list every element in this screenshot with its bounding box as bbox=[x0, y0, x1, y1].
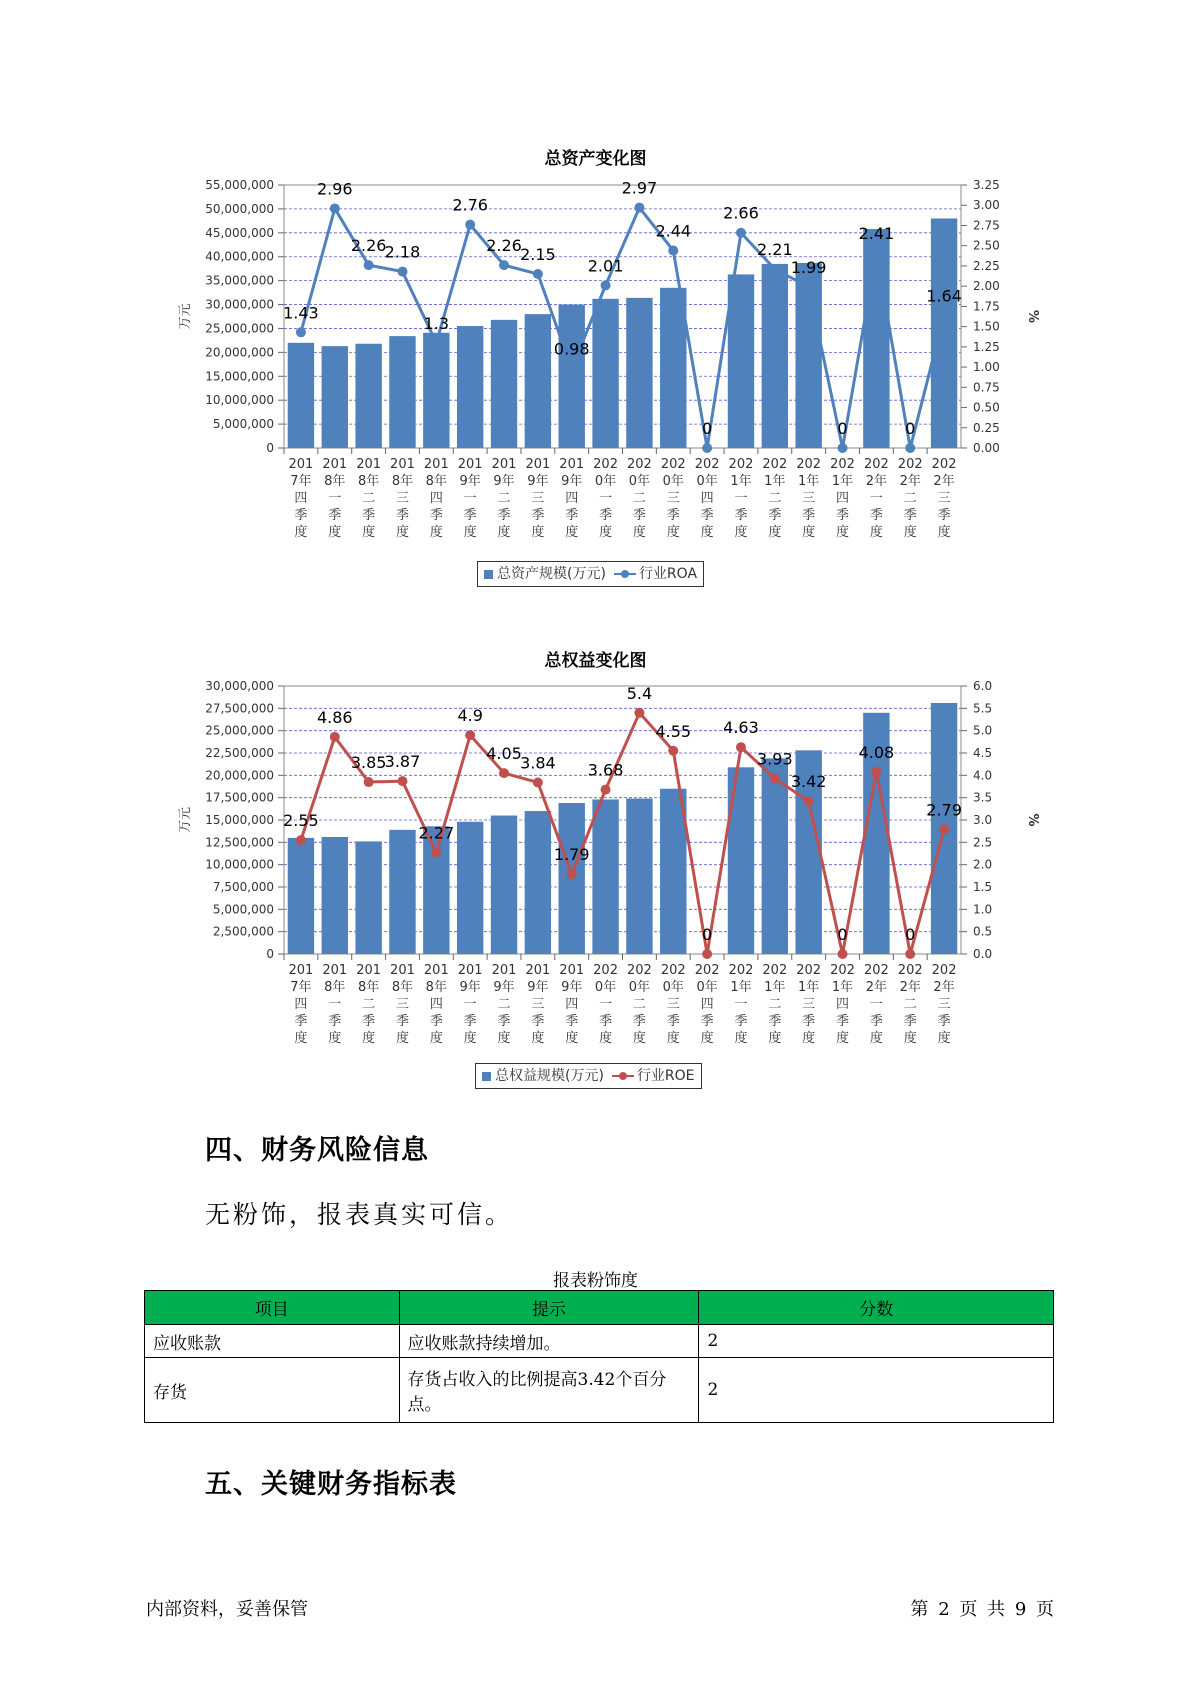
x-axis-tick-label: 202 1年三季度 bbox=[796, 963, 822, 1046]
cell-hint: 存货占收入的比例提高3.42个百分点。 bbox=[399, 1358, 699, 1423]
data-point bbox=[397, 267, 407, 277]
right-axis-tick-label: 0.0 bbox=[973, 947, 993, 961]
footer-page-number: 第 2 页 共 9 页 bbox=[910, 1599, 1054, 1620]
x-axis-tick-label: 202 0年一季度 bbox=[593, 963, 618, 1046]
data-point bbox=[634, 708, 644, 718]
bar bbox=[762, 758, 788, 954]
x-axis-tick-label: 202 0年四季度 bbox=[694, 457, 720, 540]
data-point bbox=[939, 310, 949, 320]
x-axis-tick-label: 201 8年四季度 bbox=[423, 457, 449, 540]
right-axis-tick-label: 2.0 bbox=[973, 857, 993, 872]
x-axis-tick-label: 202 2年一季度 bbox=[863, 963, 889, 1046]
data-point bbox=[770, 264, 780, 274]
x-axis-tick-label: 201 7年四季度 bbox=[288, 457, 314, 540]
legend-bar-label: 总权益规模(万元) bbox=[495, 1068, 604, 1084]
right-axis-tick-label: 0.25 bbox=[973, 420, 1000, 435]
left-axis-tick-label: 5,000,000 bbox=[212, 902, 274, 917]
data-label: 2.44 bbox=[655, 221, 692, 241]
right-axis-title: % bbox=[1025, 309, 1040, 324]
data-label: 3.84 bbox=[520, 753, 556, 773]
left-axis-tick-label: 7,500,000 bbox=[212, 880, 274, 894]
bar bbox=[457, 326, 483, 448]
data-label: 4.86 bbox=[316, 707, 353, 727]
bar bbox=[592, 799, 618, 954]
data-label: 2.79 bbox=[926, 800, 962, 820]
x-axis-tick-label: 202 0年三季度 bbox=[660, 457, 686, 540]
right-axis-tick-label: 0.5 bbox=[973, 924, 993, 939]
table-caption: 报表粉饰度 bbox=[553, 1271, 638, 1291]
bar bbox=[762, 264, 788, 448]
left-axis-tick-label: 40,000,000 bbox=[205, 249, 274, 264]
data-point bbox=[431, 338, 441, 348]
data-point bbox=[465, 220, 475, 230]
data-point bbox=[499, 768, 509, 778]
bar bbox=[322, 346, 348, 448]
bar bbox=[592, 299, 618, 448]
x-axis-tick-label: 202 2年三季度 bbox=[931, 963, 957, 1046]
left-axis-tick-label: 20,000,000 bbox=[205, 768, 274, 783]
data-label: 0 bbox=[702, 419, 713, 438]
data-point bbox=[601, 280, 611, 290]
x-axis-tick-label: 202 2年一季度 bbox=[863, 457, 889, 540]
x-axis-tick-label: 202 1年四季度 bbox=[830, 963, 855, 1046]
header-score: 分数 bbox=[699, 1291, 1054, 1325]
legend-bar-label: 总资产规模(万元) bbox=[497, 566, 606, 582]
right-axis-tick-label: 0.50 bbox=[973, 400, 1000, 415]
total-equity-legend bbox=[475, 1063, 702, 1089]
bar bbox=[491, 816, 517, 954]
left-axis-tick-label: 22,500,000 bbox=[205, 746, 274, 760]
x-axis-tick-label: 202 0年二季度 bbox=[627, 963, 652, 1046]
bar bbox=[389, 336, 415, 448]
x-axis-tick-label: 201 8年三季度 bbox=[390, 457, 415, 540]
x-axis-tick-label: 201 9年三季度 bbox=[525, 963, 551, 1046]
x-axis-tick-label: 201 9年四季度 bbox=[559, 963, 585, 1046]
data-label: 2.26 bbox=[486, 236, 522, 256]
x-axis-tick-label: 201 8年二季度 bbox=[356, 963, 382, 1046]
x-axis-tick-label: 202 1年一季度 bbox=[728, 457, 754, 540]
bar bbox=[389, 830, 415, 954]
data-label: 1.79 bbox=[553, 845, 590, 865]
data-label: 2.76 bbox=[452, 195, 488, 215]
right-axis-tick-label: 4.0 bbox=[973, 768, 993, 783]
right-axis-tick-label: 2.50 bbox=[973, 238, 1000, 253]
x-axis-tick-label: 201 7年四季度 bbox=[288, 963, 314, 1046]
right-axis-title: % bbox=[1025, 813, 1040, 827]
right-axis-tick-label: 5.0 bbox=[973, 723, 993, 738]
data-point bbox=[364, 260, 374, 270]
x-axis-tick-label: 202 2年二季度 bbox=[897, 457, 923, 540]
data-point bbox=[499, 260, 509, 270]
data-point bbox=[804, 796, 814, 806]
data-label: 2.96 bbox=[316, 180, 353, 199]
data-point bbox=[736, 742, 746, 752]
cell-score: 2 bbox=[699, 1358, 1054, 1423]
bar bbox=[457, 822, 483, 954]
x-axis-tick-label: 201 8年三季度 bbox=[390, 963, 415, 1046]
data-point bbox=[330, 732, 340, 742]
data-label: 3.42 bbox=[790, 772, 827, 792]
data-label: 2.27 bbox=[418, 823, 455, 843]
data-point bbox=[905, 949, 915, 959]
header-item: 项目 bbox=[145, 1291, 400, 1325]
legend-line-label: 行业ROE bbox=[636, 1068, 695, 1084]
data-point bbox=[364, 777, 374, 787]
data-point bbox=[601, 785, 611, 795]
total-equity-chart bbox=[0, 680, 1191, 1090]
data-label: 0.98 bbox=[553, 339, 590, 359]
right-axis-tick-label: 3.25 bbox=[973, 180, 1000, 192]
table-row bbox=[145, 1325, 1054, 1358]
data-label: 4.05 bbox=[486, 744, 522, 764]
left-axis-title: 万元 bbox=[178, 806, 193, 834]
data-label: 3.85 bbox=[350, 753, 387, 773]
data-label: 2.01 bbox=[587, 256, 624, 276]
x-axis-tick-label: 201 9年一季度 bbox=[457, 457, 483, 540]
x-axis-tick-label: 202 2年二季度 bbox=[897, 963, 923, 1046]
data-label: 4.63 bbox=[723, 718, 759, 738]
left-axis-tick-label: 12,500,000 bbox=[205, 835, 274, 850]
data-label: 1.64 bbox=[926, 286, 962, 306]
data-label: 4.9 bbox=[457, 706, 483, 726]
left-axis-tick-label: 0 bbox=[266, 947, 274, 961]
left-axis-tick-label: 10,000,000 bbox=[205, 393, 274, 408]
table-row bbox=[145, 1358, 1054, 1423]
x-axis-tick-label: 201 9年一季度 bbox=[457, 963, 483, 1046]
bar bbox=[863, 229, 889, 448]
data-point bbox=[465, 730, 475, 740]
right-axis-tick-label: 1.00 bbox=[973, 360, 1000, 375]
x-axis-tick-label: 202 0年三季度 bbox=[660, 963, 686, 1046]
data-label: 2.18 bbox=[384, 242, 421, 262]
data-point bbox=[702, 443, 712, 453]
data-label: 0 bbox=[837, 925, 848, 944]
section-heading-financial-risk: 四、财务风险信息 bbox=[205, 1135, 429, 1166]
data-point bbox=[838, 949, 848, 959]
data-label: 3.87 bbox=[384, 752, 421, 772]
left-axis-tick-label: 15,000,000 bbox=[205, 369, 274, 384]
right-axis-tick-label: 2.5 bbox=[973, 835, 993, 850]
footer-confidential-note: 内部资料，妥善保管 bbox=[146, 1599, 308, 1620]
data-point bbox=[905, 443, 915, 453]
x-axis-tick-label: 201 9年四季度 bbox=[559, 457, 585, 540]
right-axis-tick-label: 5.5 bbox=[973, 701, 993, 716]
left-axis-tick-label: 10,000,000 bbox=[205, 857, 274, 872]
data-point bbox=[397, 776, 407, 786]
legend-line-swatch bbox=[612, 1071, 634, 1081]
x-axis-tick-label: 202 1年二季度 bbox=[762, 963, 788, 1046]
x-axis-tick-label: 201 9年三季度 bbox=[525, 457, 551, 540]
right-axis-tick-label: 3.0 bbox=[973, 813, 993, 827]
bar bbox=[355, 344, 381, 448]
right-axis-tick-label: 3.00 bbox=[973, 198, 1000, 213]
data-point bbox=[634, 203, 644, 213]
data-label: 4.08 bbox=[858, 742, 895, 762]
data-label: 2.41 bbox=[858, 223, 895, 243]
right-axis-tick-label: 2.00 bbox=[973, 279, 1000, 294]
right-axis-tick-label: 2.75 bbox=[973, 218, 1000, 233]
right-axis-tick-label: 1.5 bbox=[973, 880, 993, 894]
data-point bbox=[533, 269, 543, 279]
data-point bbox=[702, 949, 712, 959]
left-axis-tick-label: 30,000,000 bbox=[205, 680, 274, 693]
data-point bbox=[296, 835, 306, 845]
data-point bbox=[567, 364, 577, 374]
bar bbox=[288, 343, 314, 448]
bar bbox=[423, 826, 449, 954]
left-axis-tick-label: 2,500,000 bbox=[212, 924, 274, 939]
left-axis-tick-label: 0 bbox=[266, 441, 274, 455]
total-assets-legend bbox=[477, 561, 704, 587]
bar bbox=[559, 305, 585, 448]
right-axis-tick-label: 0.00 bbox=[973, 441, 1000, 455]
left-axis-tick-label: 15,000,000 bbox=[205, 813, 274, 827]
data-point bbox=[330, 203, 340, 213]
left-axis-tick-label: 50,000,000 bbox=[205, 201, 274, 216]
cell-item: 应收账款 bbox=[145, 1325, 400, 1358]
left-axis-tick-label: 5,000,000 bbox=[212, 417, 274, 432]
right-axis-tick-label: 1.50 bbox=[973, 319, 1000, 334]
x-axis-tick-label: 202 0年二季度 bbox=[627, 457, 652, 540]
x-axis-tick-label: 202 1年二季度 bbox=[762, 457, 788, 540]
right-axis-tick-label: 6.0 bbox=[973, 680, 993, 693]
left-axis-tick-label: 45,000,000 bbox=[205, 225, 274, 240]
bar bbox=[355, 841, 381, 954]
right-axis-tick-label: 2.25 bbox=[973, 258, 1000, 273]
data-point bbox=[533, 777, 543, 787]
left-axis-tick-label: 17,500,000 bbox=[205, 790, 274, 805]
x-axis-tick-label: 201 8年一季度 bbox=[322, 963, 348, 1046]
right-axis-tick-label: 1.75 bbox=[973, 299, 1000, 314]
bar bbox=[322, 837, 348, 954]
data-point bbox=[871, 248, 881, 258]
right-axis-tick-label: 3.5 bbox=[973, 790, 993, 805]
legend-bar-swatch bbox=[484, 570, 493, 579]
x-axis-tick-label: 202 1年四季度 bbox=[830, 457, 855, 540]
x-axis-tick-label: 202 0年一季度 bbox=[593, 457, 618, 540]
data-label: 2.55 bbox=[283, 811, 319, 831]
right-axis-tick-label: 1.25 bbox=[973, 339, 1000, 354]
data-label: 1.3 bbox=[423, 313, 450, 333]
data-point bbox=[939, 824, 949, 834]
data-point bbox=[296, 327, 306, 337]
cell-hint: 应收账款持续增加。 bbox=[399, 1325, 699, 1358]
left-axis-tick-label: 25,000,000 bbox=[205, 321, 274, 336]
data-point bbox=[668, 246, 678, 256]
total-assets-chart bbox=[0, 180, 1191, 580]
chart-title-total-assets: 总资产变化图 bbox=[544, 149, 647, 169]
data-label: 1.43 bbox=[283, 303, 319, 323]
left-axis-tick-label: 30,000,000 bbox=[205, 297, 274, 312]
x-axis-tick-label: 201 9年二季度 bbox=[491, 963, 517, 1046]
table-header-row bbox=[145, 1291, 1054, 1325]
data-point bbox=[668, 746, 678, 756]
data-label: 0 bbox=[905, 925, 916, 944]
data-label: 0 bbox=[702, 925, 713, 944]
data-label: 2.15 bbox=[520, 245, 556, 265]
left-axis-tick-label: 20,000,000 bbox=[205, 345, 274, 360]
x-axis-tick-label: 202 0年四季度 bbox=[694, 963, 720, 1046]
data-label: 2.26 bbox=[350, 236, 387, 256]
bar bbox=[423, 333, 449, 448]
financial-risk-summary: 无粉饰，报表真实可信。 bbox=[205, 1200, 514, 1229]
data-label: 2.97 bbox=[621, 180, 658, 198]
window-dressing-table bbox=[144, 1290, 1054, 1423]
data-label: 0 bbox=[905, 419, 916, 438]
legend-bar-swatch bbox=[482, 1072, 491, 1081]
data-label: 4.55 bbox=[655, 721, 692, 741]
data-label: 1.99 bbox=[790, 257, 827, 277]
data-point bbox=[770, 773, 780, 783]
bar bbox=[525, 811, 551, 954]
x-axis-tick-label: 202 1年三季度 bbox=[796, 457, 822, 540]
left-axis-tick-label: 25,000,000 bbox=[205, 723, 274, 738]
left-axis-tick-label: 55,000,000 bbox=[205, 180, 274, 192]
cell-item: 存货 bbox=[145, 1358, 400, 1423]
data-label: 0 bbox=[837, 419, 848, 438]
left-axis-tick-label: 35,000,000 bbox=[205, 273, 274, 288]
header-hint: 提示 bbox=[399, 1291, 699, 1325]
bar bbox=[626, 298, 652, 448]
section-heading-key-indicators: 五、关键财务指标表 bbox=[205, 1469, 457, 1500]
data-point bbox=[838, 443, 848, 453]
data-point bbox=[804, 282, 814, 292]
bar bbox=[931, 218, 957, 448]
x-axis-tick-label: 201 8年四季度 bbox=[423, 963, 449, 1046]
right-axis-tick-label: 1.0 bbox=[973, 902, 993, 917]
legend-line-label: 行业ROA bbox=[638, 566, 698, 582]
data-label: 5.4 bbox=[626, 683, 653, 703]
x-axis-tick-label: 202 2年三季度 bbox=[931, 457, 957, 540]
bar bbox=[525, 314, 551, 448]
data-point bbox=[567, 869, 577, 879]
legend-line-swatch bbox=[614, 569, 636, 579]
data-label: 3.93 bbox=[757, 749, 793, 769]
left-axis-tick-label: 27,500,000 bbox=[205, 701, 274, 716]
bar bbox=[626, 799, 652, 954]
bar bbox=[288, 838, 314, 954]
data-label: 2.21 bbox=[757, 240, 793, 260]
data-label: 3.68 bbox=[587, 760, 624, 780]
data-point bbox=[431, 848, 441, 858]
right-axis-tick-label: 0.75 bbox=[973, 380, 1000, 395]
left-axis-title: 万元 bbox=[178, 303, 193, 330]
x-axis-tick-label: 201 8年二季度 bbox=[356, 457, 382, 540]
x-axis-tick-label: 201 8年一季度 bbox=[322, 457, 348, 540]
x-axis-tick-label: 201 9年二季度 bbox=[491, 457, 517, 540]
data-label: 2.66 bbox=[723, 203, 759, 223]
bar bbox=[491, 320, 517, 448]
right-axis-tick-label: 4.5 bbox=[973, 746, 993, 760]
data-point bbox=[871, 767, 881, 777]
x-axis-tick-label: 202 1年一季度 bbox=[728, 963, 754, 1046]
chart-title-total-equity: 总权益变化图 bbox=[544, 651, 647, 671]
data-point bbox=[736, 228, 746, 238]
cell-score: 2 bbox=[699, 1325, 1054, 1358]
